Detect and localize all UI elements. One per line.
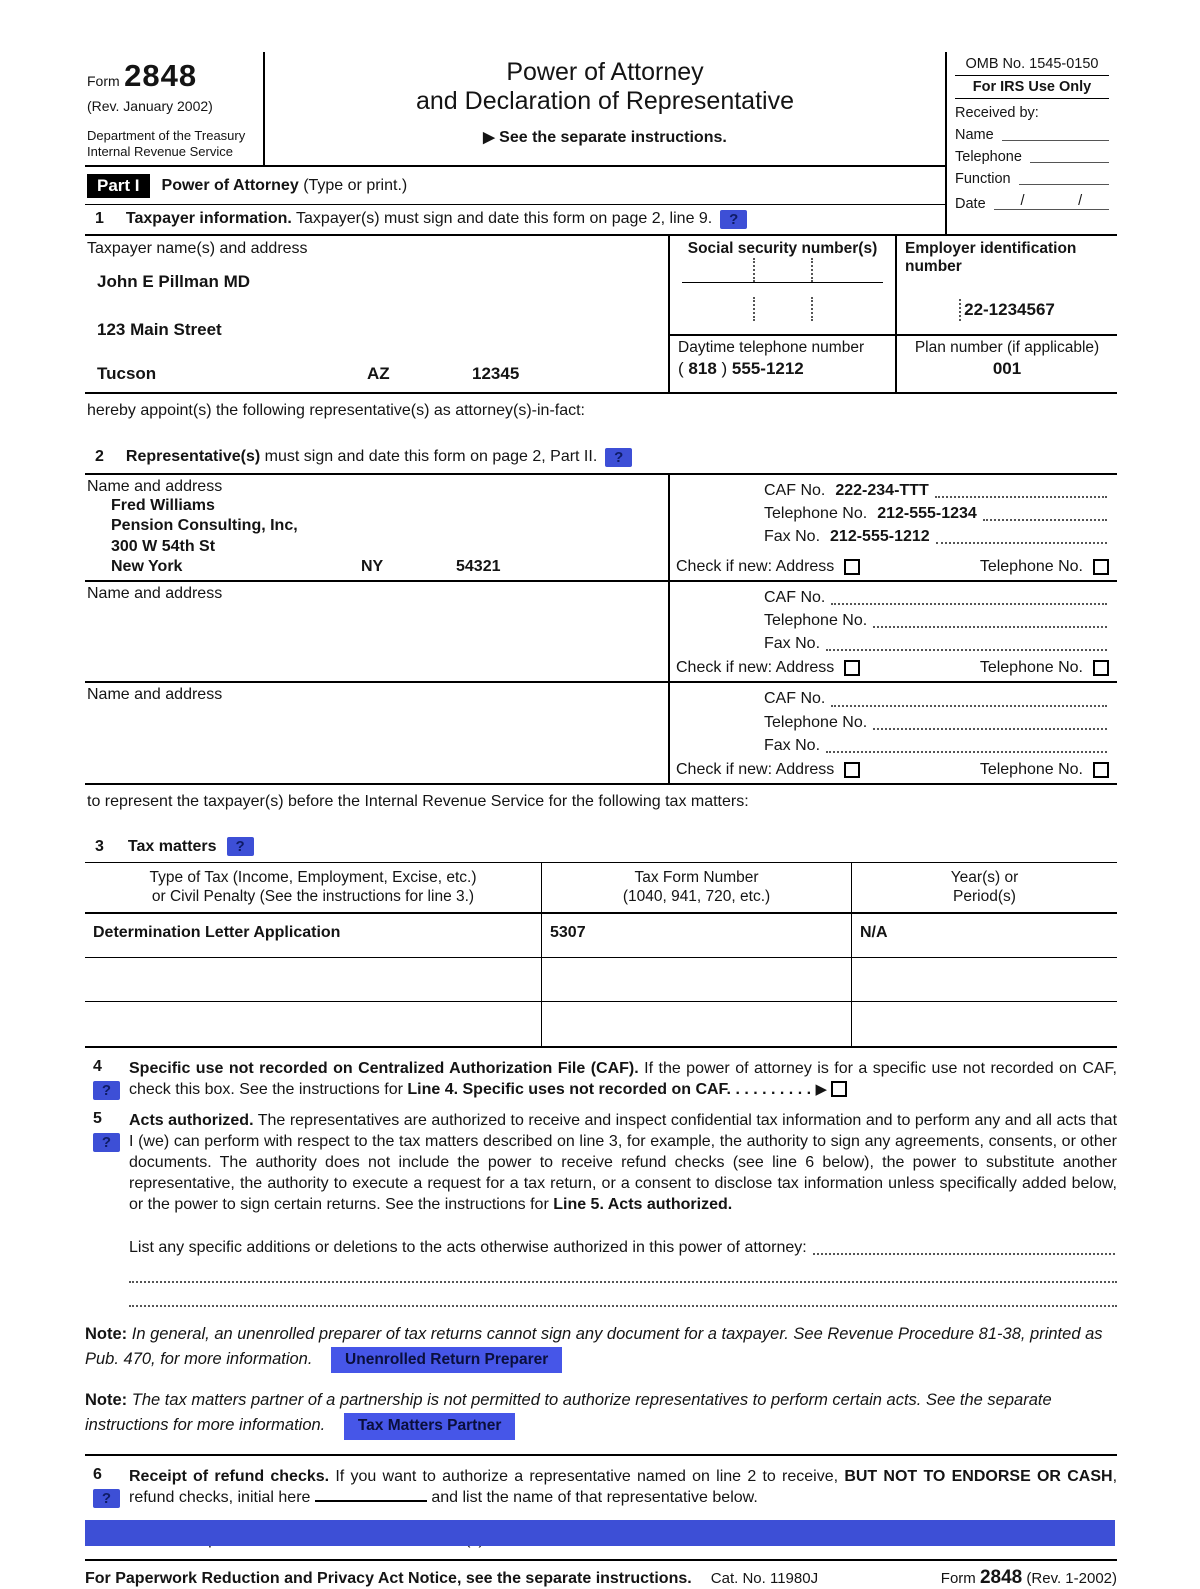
rep1-street: 300 W 54th St [111,538,216,556]
rep3-tel-leader [873,720,1107,730]
form-revision: (Rev. January 2002) [87,98,213,114]
rep1-label: Name and address [87,477,223,495]
rep1-check-row: Check if new: Address Telephone No. [676,554,1109,576]
rep2-name-address [85,582,668,682]
line1-help-badge[interactable]: ? [720,210,747,229]
table-row-2-type [85,958,541,1002]
tax-matters-table [85,862,1117,1048]
representative-row-1 [85,475,1117,582]
line4-checkbox[interactable] [831,1081,847,1097]
daytime-phone-value: ( 818 ) 555-1212 [678,359,804,379]
header-left-stack [85,52,945,236]
plan-number-label: Plan number (if applicable) [914,339,1100,357]
line3-number: 3 [95,837,104,855]
additions-blank-line-2 [129,1283,1117,1307]
page-bottom-bar [85,1520,1115,1546]
taxpayer-zip-value: 12345 [472,363,520,383]
taxpayer-city-value: Tucson [97,363,157,383]
rep2-tel-leader [873,618,1107,628]
tax-table-header-form-number: Tax Form Number (1040, 941, 720, etc.) [541,863,851,914]
table-row-1-form: 5307 [541,914,851,958]
line5-list-line: List any specific additions or deletions to the acts otherwise authorized in this power of attorney: [129,1236,1117,1259]
table-row-1-years: N/A [851,914,1117,958]
rep2-fax-leader [826,641,1107,651]
rep2-check-row: Check if new: Address Telephone No. [676,655,1109,677]
taxpayer-name-label: Taxpayer name(s) and address [87,239,308,257]
ein-cell [895,236,1117,335]
rep1-fax-value: 212-555-1212 [830,527,930,545]
rep1-caf-value: 222-234-TTT [835,481,929,499]
taxpayer-name-address-cell [85,236,668,392]
rep3-caf-leader [831,697,1107,707]
taxpayer-state-value: AZ [367,363,390,383]
table-row-2-form [541,958,851,1002]
line5-number: 5 [93,1109,102,1127]
taxpayer-box [85,236,1117,394]
rep3-check-row: Check if new: Address Telephone No. [676,757,1109,779]
irs-use-only-label: For IRS Use Only [955,76,1109,99]
hereby-appoints-line: hereby appoint(s) the following representative(s) as attorney(s)-in-fact: [87,401,585,419]
paperwork-notice: For Paperwork Reduction and Privacy Act Notice, see the separate instructions. [85,1569,692,1587]
page-footer [85,1559,1117,1589]
rep2-label: Name and address [87,584,223,602]
form-label: Form [87,73,120,89]
rep3-contact-cell: CAF No. Telephone No. Fax No. Check if new: Address Telephone No. [668,683,1117,783]
note-tax-matters-partner: Note: The tax matters partner of a partnership is not permitted to authorize representatives to perform certain acts. See the separate instructions for more information. Tax Matters Partner [85,1389,1117,1439]
line5-paragraph: Acts authorized. The representatives are authorized to receive and inspect confidential tax information and to perform any and all acts that I (we) can perform with respect to the tax matters described on line 3, for example, the authority to sign any agreements, consents, or other documents. The authority does not include the power to receive refund checks (see line 6 below), the power to substitute another representative, the authority to execute a request for a tax return, or a consent to disclose tax information unless specifically added below, or the power to sign certain returns. See the instructions for Line 5. Acts authorized. [129,1111,1118,1214]
ein-label: Employer identification number [905,239,1077,276]
form-number: 2848 [124,58,198,93]
line1-header: 1 Taxpayer information. Taxpayer(s) must sign and date this form on page 2, line 9. ? [85,205,945,236]
rep1-name-address [85,475,668,580]
rep3-label: Name and address [87,686,223,704]
catalog-number: Cat. No. 11980J [710,1569,819,1587]
tax-table-header-type: Type of Tax (Income, Employment, Excise, etc.) or Civil Penalty (See the instructions for line 3.) [85,863,541,914]
rep1-tel-value: 212-555-1234 [877,504,977,522]
ssn-rule [682,282,883,283]
agency-lines: Department of the Treasury Internal Revenue Service [87,128,246,160]
taxpayer-name-value: John E Pillman MD [97,271,251,291]
ein-value-row [905,299,1109,321]
received-telephone-label: Telephone [955,149,1022,165]
ein-value: 22-1234567 [964,299,1055,319]
plan-number-value: 001 [992,359,1022,379]
header-row [85,52,945,167]
rep1-org: Pension Consulting, Inc, [111,517,298,535]
rep2-contact-cell: CAF No. Telephone No. Fax No. Check if new: Address Telephone No. [668,582,1117,682]
line2-header: 2 Representative(s) must sign and date this form on page 2, Part II. ? [85,444,1117,475]
line4-block [85,1058,1117,1100]
representative-row-2 [85,582,1117,684]
ssn-dotted-separators [676,258,889,282]
unenrolled-return-preparer-button[interactable]: Unenrolled Return Preparer [331,1347,562,1373]
daytime-phone-cell [668,334,895,391]
additions-blank-line-1 [129,1259,1117,1283]
rep3-telephone-new-checkbox[interactable] [1093,762,1109,778]
tax-matters-partner-button[interactable]: Tax Matters Partner [344,1413,516,1439]
line3-help-badge[interactable]: ? [227,837,254,856]
tax-table-header-years: Year(s) or Period(s) [851,863,1117,914]
see-instructions: ▶ See the separate instructions. [483,128,727,146]
omb-number: OMB No. 1545-0150 [955,56,1109,76]
line6-help-badge[interactable]: ? [93,1489,120,1508]
rep3-name-address [85,683,668,783]
right-arrow-icon: ▶ [483,128,495,146]
section-divider [85,1454,1117,1456]
line2-help-badge[interactable]: ? [605,448,632,467]
ein-dotted-separator [959,299,961,321]
received-name-label: Name [955,127,994,143]
to-represent-line: to represent the taxpayer(s) before the Internal Revenue Service for the following tax matters: [87,793,749,811]
table-row-3-years [851,1002,1117,1046]
received-telephone-blank [1030,149,1109,163]
received-function-label: Function [955,171,1011,187]
rep2-caf-leader [831,595,1107,605]
rep1-contact-cell [668,475,1117,580]
rep2-telephone-new-checkbox[interactable] [1093,660,1109,676]
rep2-address-new-checkbox[interactable] [844,660,860,676]
line2-number: 2 [95,448,104,465]
irs-use-only-box [945,52,1117,236]
rep1-tel-label: Telephone No. [764,504,868,522]
form-title: Power of Attorney and Declaration of Representative ▶ See the separate instructions. [265,52,945,165]
line4-paragraph: Specific use not recorded on Centralized Authorization File (CAF). If the power of attorney is for a specific use not recorded on CAF, check this box. See the instructions for Line 4. Specific uses not recorded on CAF. . . . . . . . . . ▶ [129,1059,1117,1098]
daytime-phone-label: Daytime telephone number [678,339,865,357]
rep1-telephone-new-checkbox[interactable] [1093,559,1109,575]
rep3-fax-leader [826,743,1107,753]
form-content [85,52,1117,1589]
line3-header: 3 Tax matters ? [85,837,1117,862]
part1-badge: Part I [87,174,150,198]
table-row-2-years [851,958,1117,1002]
rep1-caf-label: CAF No. [764,481,826,499]
line6-paragraph: Receipt of refund checks. If you want to authorize a representative named on line 2 to receive, BUT NOT TO ENDORSE OR CASH, refund checks, initial here and list the name of that representative below. [129,1467,1118,1506]
line5-help-badge[interactable]: ? [93,1133,120,1152]
received-name-blank [1002,127,1109,141]
rep1-caf-leader [935,488,1107,498]
received-by-label: Received by: [955,105,1039,121]
taxpayer-city-row [97,364,660,384]
table-row-3-type [85,1002,541,1046]
ssn-dotted-separators-2 [676,297,889,321]
line5-block [85,1110,1117,1307]
received-date-label: Date [955,196,986,212]
footer-form-id: Form 2848 (Rev. 1-2002) [940,1566,1117,1588]
line4-help-badge[interactable]: ? [93,1081,120,1100]
received-function-blank [1019,171,1109,185]
received-date-blank: / / [994,193,1109,210]
form-identity [85,52,265,165]
rep1-fax-leader [936,534,1107,544]
rep1-city-row: New York NY 54321 [111,557,501,575]
table-row-3-form [541,1002,851,1046]
initial-here-blank[interactable] [315,1488,427,1502]
ssn-label: Social security number(s) [687,239,878,257]
ssn-cell [668,236,895,335]
part1-header: Part I Power of Attorney (Type or print.) [85,167,945,205]
header-grid [85,52,1117,236]
line4-arrow-icon: ▶ [815,1080,828,1098]
line1-number: 1 [95,210,104,227]
rep3-address-new-checkbox[interactable] [844,762,860,778]
rep1-tel-leader [983,511,1107,521]
table-row-1-type: Determination Letter Application [85,914,541,958]
rep1-fax-label: Fax No. [764,527,821,545]
rep1-address-new-checkbox[interactable] [844,559,860,575]
rep1-name: Fred Williams [111,496,215,514]
line4-number: 4 [93,1057,102,1075]
representative-row-3 [85,683,1117,785]
plan-number-cell [895,334,1117,391]
note-unenrolled: Note: In general, an unenrolled preparer of tax returns cannot sign any document for a taxpayer. See Revenue Procedure 81-38, printed as Pub. 470, for more information. Unenrolled Return Preparer [85,1323,1117,1373]
taxpayer-street-value: 123 Main Street [97,319,222,339]
line6-block [85,1466,1117,1508]
line6-number: 6 [93,1465,102,1483]
line5-list-leader [813,1245,1115,1255]
